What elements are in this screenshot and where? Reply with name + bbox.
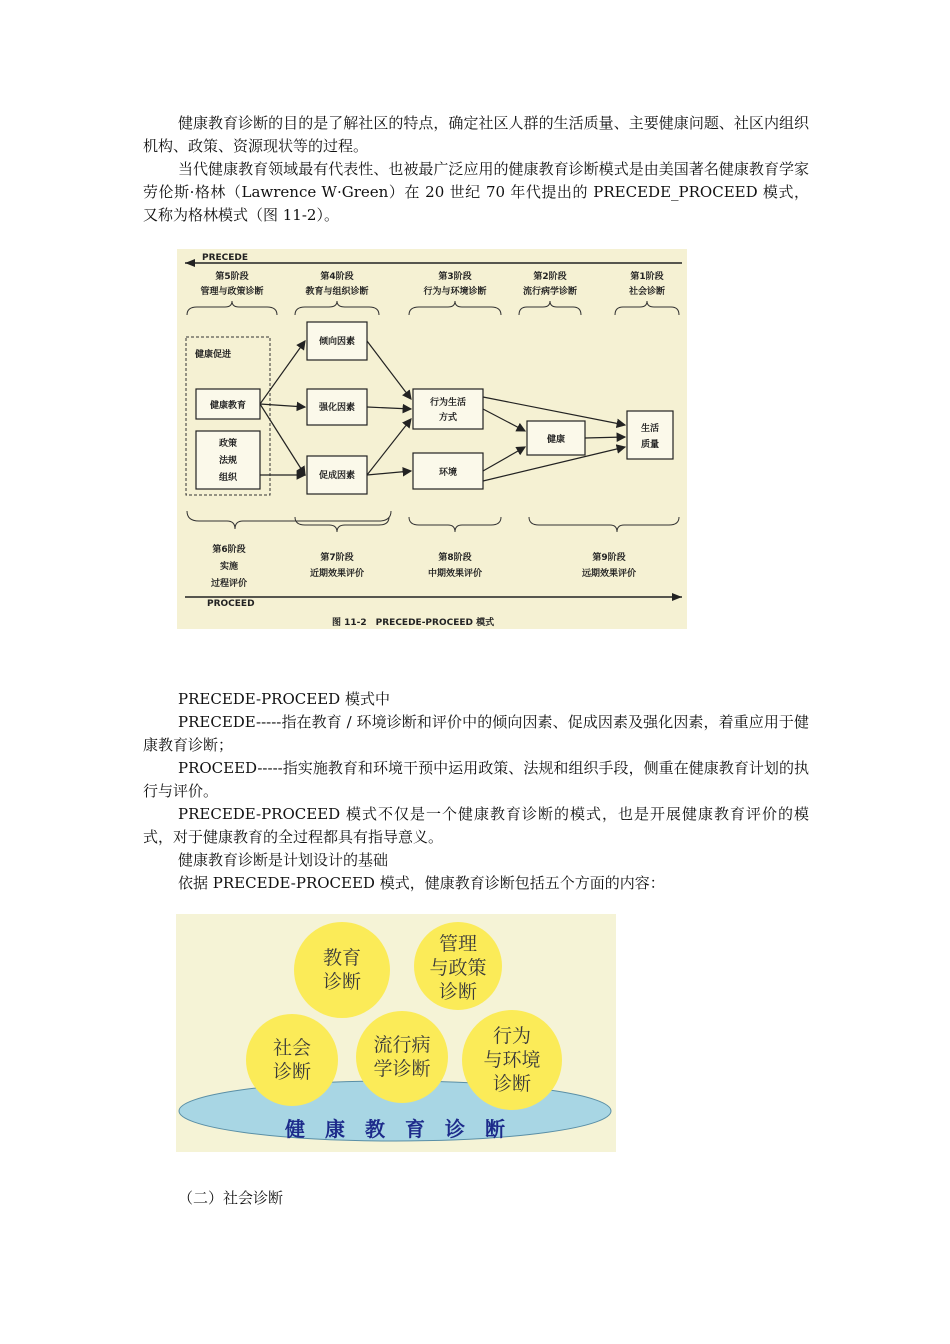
health-promotion-label: 健康促进: [195, 350, 232, 360]
health-education-label: 健康教育: [209, 401, 247, 411]
brace-top-5: [187, 301, 277, 315]
body-paragraph-3: PRECEDE-PROCEED 模式中: [178, 690, 390, 708]
circle-education-l2: 诊断: [322, 971, 362, 993]
intro-paragraph-2: 当代健康教育领域最有代表性、也被最广泛应用的健康教育诊断模式是由美国著名健康教育学家劳伦斯·格林（Lawrence W·Green）在 20 世纪 70 年代提出的 PRECEDE_PROCEED 模式，又称为格林模式（图 11-2）。: [143, 160, 809, 224]
phase1-name: 社会诊断: [628, 287, 666, 297]
proceed-label: PROCEED: [207, 599, 255, 609]
phase7-name: 近期效果评价: [309, 569, 365, 579]
phase2-name: 流行病学诊断: [522, 287, 578, 297]
figure-five-diagnoses: [176, 914, 616, 1152]
policy-label-2: 法规: [218, 456, 238, 466]
health-label: 健康: [546, 435, 566, 445]
phase6-name2: 过程评价: [210, 579, 248, 589]
circle-epidemiology-l2: 学诊断: [373, 1058, 431, 1080]
phase5-name: 管理与政策诊断: [200, 287, 264, 297]
arrow-health-qol: [585, 437, 625, 438]
phase3-name: 行为与环境诊断: [423, 287, 487, 297]
circle-epidemiology-l1: 流行病: [373, 1034, 431, 1056]
behavior-label-2: 方式: [438, 413, 458, 423]
arrow-edu-predisposing: [260, 341, 305, 404]
circle-management-l2: 与政策: [429, 957, 487, 979]
arrow-edu-reinforcing: [260, 404, 305, 407]
phase6-name: 实施: [219, 562, 239, 572]
circle-social: [246, 1014, 338, 1106]
phase5-num: 第5阶段: [215, 272, 249, 282]
brace-bottom-7: [295, 517, 389, 532]
quality-of-life-box: [627, 411, 673, 459]
brace-top-3: [409, 301, 501, 315]
arrow-reinforcing-behavior: [367, 407, 411, 409]
circle-management-l3: 诊断: [438, 981, 478, 1003]
arrow-behavior-health: [483, 409, 525, 431]
phase4-num: 第4阶段: [320, 272, 354, 282]
predisposing-label: 倾向因素: [318, 337, 356, 347]
body-paragraph-7: 健康教育诊断是计划设计的基础: [178, 851, 389, 869]
phase9-num: 第9阶段: [592, 553, 626, 563]
brace-bottom-9: [529, 517, 679, 532]
intro-block: [143, 112, 809, 227]
body-paragraph-5: PROCEED-----指实施教育和环境干预中运用政策、法规和组织手段，侧重在健康教育计划的执行与评价。: [143, 759, 809, 800]
section-heading: （二）社会诊断: [178, 1189, 284, 1207]
phase4-name: 教育与组织诊断: [305, 287, 369, 297]
phase8-num: 第8阶段: [438, 553, 472, 563]
body-block: [143, 688, 809, 895]
reinforcing-label: 强化因素: [318, 403, 356, 413]
arrow-predisposing-behavior: [367, 341, 411, 399]
body-paragraph-8: 依据 PRECEDE-PROCEED 模式，健康教育诊断包括五个方面的内容：: [178, 874, 665, 892]
environment-label: 环境: [438, 468, 458, 478]
figure-caption: 图 11-2 PRECEDE-PROCEED 模式: [332, 618, 495, 628]
arrow-edu-enabling: [260, 404, 305, 475]
phase3-num: 第3阶段: [438, 272, 472, 282]
phase9-name: 远期效果评价: [581, 569, 637, 579]
brace-bottom-6: [187, 511, 391, 529]
brace-bottom-8: [409, 517, 501, 532]
intro-paragraph-1: 健康教育诊断的目的是了解社区的特点，确定社区人群的生活质量、主要健康问题、社区内组织机构、政策、资源现状等的过程。: [143, 114, 809, 155]
policy-label-3: 组织: [218, 473, 238, 483]
phase2-num: 第2阶段: [533, 272, 567, 282]
body-paragraph-6: PRECEDE-PROCEED 模式不仅是一个健康教育诊断的模式，也是开展健康教育评价的模式，对于健康教育的全过程都具有指导意义。: [143, 805, 809, 846]
phase7-num: 第7阶段: [320, 553, 354, 563]
brace-top-4: [295, 301, 379, 315]
circle-social-l1: 社会: [272, 1037, 312, 1059]
arrow-enabling-behavior: [367, 419, 411, 475]
arrow-environment-health: [483, 447, 525, 471]
phase6-num: 第6阶段: [212, 545, 246, 555]
qol-label-2: 质量: [640, 440, 660, 450]
precede-arrowhead: [185, 259, 195, 267]
base-label: 健 康 教 育 诊 断: [285, 1117, 505, 1141]
circle-social-l2: 诊断: [272, 1061, 312, 1083]
circle-education: [294, 922, 390, 1018]
phase8-name: 中期效果评价: [427, 569, 483, 579]
precede-label: PRECEDE: [202, 253, 249, 263]
proceed-arrowhead: [672, 593, 682, 601]
circle-education-l1: 教育: [322, 947, 362, 969]
brace-top-1: [615, 301, 679, 315]
enabling-label: 促成因素: [318, 471, 356, 481]
circle-management-l1: 管理: [438, 933, 478, 955]
behavior-label-1: 行为生活: [429, 398, 467, 408]
circle-behavior-l2: 与环境: [483, 1049, 541, 1071]
arrow-enabling-environment: [367, 471, 411, 475]
body-paragraph-4: PRECEDE-----指在教育 / 环境诊断和评价中的倾向因素、促成因素及强化因素，着重应用于健康教育诊断；: [143, 713, 809, 754]
circle-behavior-l3: 诊断: [492, 1073, 532, 1095]
qol-label-1: 生活: [640, 424, 660, 434]
brace-top-2: [519, 301, 581, 315]
figure-precede-proceed: [177, 249, 687, 629]
phase1-num: 第1阶段: [630, 272, 664, 282]
policy-label-1: 政策: [218, 439, 238, 449]
circle-epidemiology: [356, 1011, 448, 1103]
circle-behavior-l1: 行为: [492, 1025, 532, 1047]
behavior-box: [413, 389, 483, 429]
